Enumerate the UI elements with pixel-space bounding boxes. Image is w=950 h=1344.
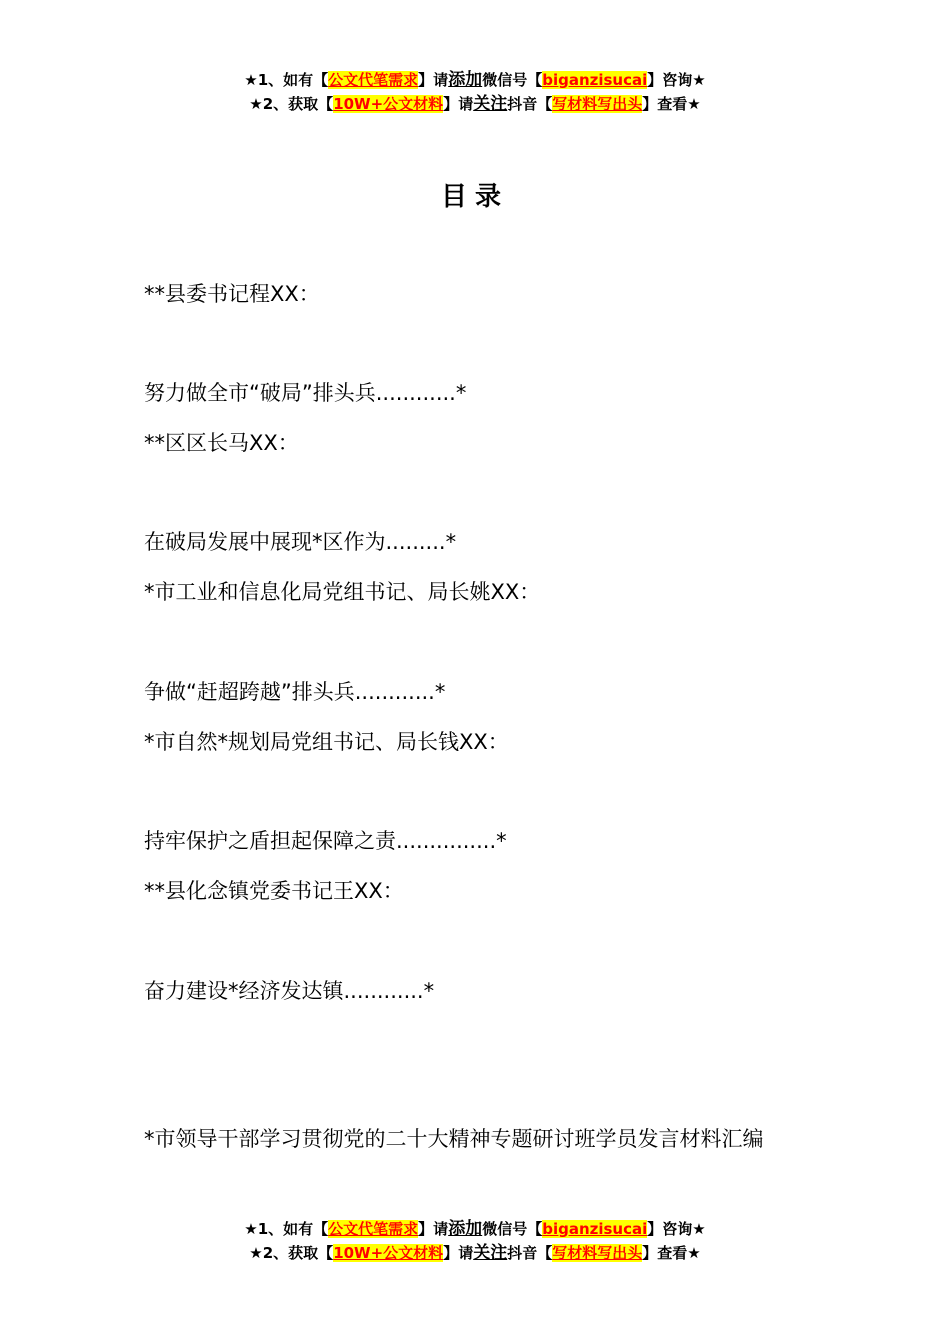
banner-underlined: 关注 [473,1243,508,1263]
toc-author-line: **县化念镇党委书记王XX： [144,879,404,903]
banner-underlined: 添加 [448,70,483,90]
banner-highlight: 10W+公文材料 [333,1244,444,1262]
banner-text: 】查看★ [642,1244,701,1262]
toc-author-line: *市自然*规划局党组书记、局长钱XX： [144,730,509,754]
banner-line-1 [0,1217,950,1241]
toc-entry-title: 持牢保护之盾担起保障之责...............* [144,829,507,853]
top-banner [0,68,950,116]
toc-entry-title: 在破局发展中展现*区作为.........* [144,530,457,554]
douyin-id-highlight: 写材料写出头 [552,1244,643,1262]
toc-author-line: *市工业和信息化局党组书记、局长姚XX： [144,580,541,604]
douyin-id-highlight: 写材料写出头 [552,95,643,113]
page-title: 目录 [440,182,509,212]
toc-entry-title: 争做“赶超跨越”排头兵............* [144,680,446,704]
banner-highlight: 公文代笔需求 [328,1220,419,1238]
banner-text: 】咨询★ [647,71,706,89]
toc-entry-title: 奋力建设*经济发达镇............* [144,979,435,1003]
banner-text: ★1、如有【 [244,1220,329,1238]
banner-underlined: 添加 [448,1219,483,1239]
wechat-id-highlight: biganzisucai [542,1220,648,1238]
toc-author-line: **区区长马XX： [144,431,299,455]
wechat-id-highlight: biganzisucai [542,71,648,89]
banner-text: 抖音【 [507,95,553,113]
banner-line-2 [0,1241,950,1265]
toc-author-line: **县委书记程XX： [144,282,320,306]
banner-text: ★1、如有【 [244,71,329,89]
banner-text: 】请 [418,1220,449,1238]
banner-line-1 [0,68,950,92]
banner-text: 抖音【 [507,1244,553,1262]
banner-underlined: 关注 [473,94,508,114]
banner-text: 】请 [443,95,474,113]
banner-text: 微信号【 [482,1220,543,1238]
toc-entry-title: 努力做全市“破局”排头兵............* [144,381,467,405]
banner-text: ★2、获取【 [249,95,334,113]
banner-highlight: 10W+公文材料 [333,95,444,113]
banner-text: 微信号【 [482,71,543,89]
collection-title: *市领导干部学习贯彻党的二十大精神专题研讨班学员发言材料汇编 [144,1127,764,1151]
bottom-banner [0,1217,950,1265]
banner-text: 】请 [443,1244,474,1262]
banner-highlight: 公文代笔需求 [328,71,419,89]
banner-line-2 [0,92,950,116]
banner-text: 】查看★ [642,95,701,113]
banner-text: 】请 [418,71,449,89]
banner-text: 】咨询★ [647,1220,706,1238]
banner-text: ★2、获取【 [249,1244,334,1262]
